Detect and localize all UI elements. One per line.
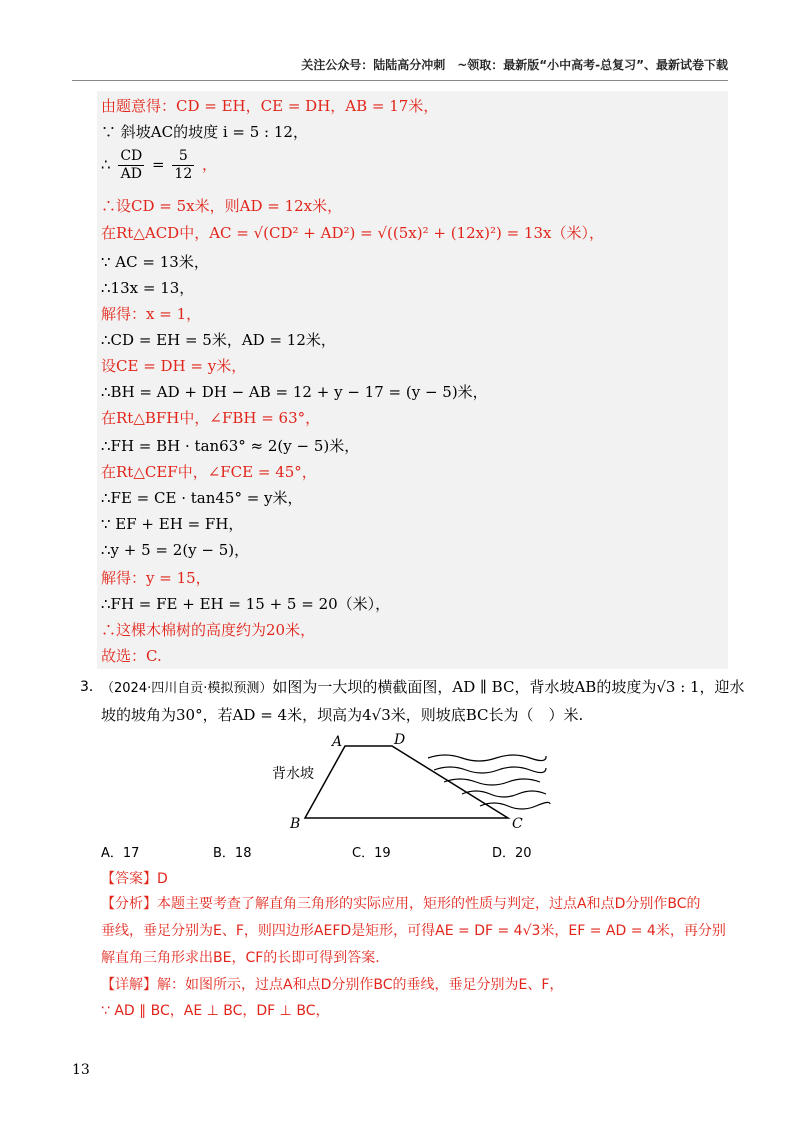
option-d[interactable]: [492, 842, 532, 861]
fraction-suffix: ，: [202, 155, 218, 174]
analysis-line-3: 解直角三角形求出BE，CF的长即可得到答案.: [101, 950, 380, 966]
solution-line-1: 由题意得：CD = EH，CE = DH，AB = 17米，: [101, 97, 439, 115]
detail-tag: 【详解】: [101, 977, 157, 993]
fraction-denominator-2: 12: [174, 166, 193, 182]
solution-line-19: ∴FH = FE + EH = 15 + 5 = 20（米），: [101, 595, 391, 613]
fraction-numerator-2: 5: [172, 148, 194, 166]
question-line-1: [101, 676, 745, 697]
solution-line-6: ∵ AC = 13米，: [101, 253, 209, 271]
solution-line-fraction: [101, 148, 217, 183]
solution-line-8: 解得：x = 1，: [101, 305, 202, 323]
fraction-numerator: CD: [120, 148, 143, 164]
fraction-denominator: AD: [120, 166, 142, 182]
solution-line-9: ∴CD = EH = 5米，AD = 12米，: [101, 331, 336, 349]
solution-line-18: 解得：y = 15，: [101, 569, 211, 587]
option-d-key: D．: [492, 846, 516, 861]
option-c-key: C．: [352, 846, 375, 861]
detail-line-2: ∵ AD ∥ BC，AE ⊥ BC，DF ⊥ BC，: [101, 1003, 330, 1019]
solution-line-21: 故选：C.: [101, 647, 162, 665]
dam-figure: [250, 728, 560, 838]
question-source: （2024·四川自贡·模拟预测）: [101, 681, 273, 696]
detail-text-1: 解：如图所示，过点A和点D分别作BC的垂线，垂足分别为E、F，: [157, 977, 564, 993]
option-b[interactable]: [213, 842, 251, 861]
analysis-tag: 【分析】: [101, 896, 157, 912]
water-wave-1: [428, 755, 546, 761]
solution-line-14: 在Rt△CEF中，∠FCE = 45°，: [101, 463, 317, 481]
page-number: 13: [72, 1062, 90, 1078]
question-line-2: 坡的坡角为30°，若AD = 4米，坝高为4√3米，则坡底BC长为（ ）米.: [101, 706, 584, 724]
solution-line-12: 在Rt△BFH中，∠FBH = 63°，: [101, 409, 321, 427]
water-wave-4: [462, 791, 546, 797]
option-a-key: A．: [101, 846, 123, 861]
solution-line-11: ∴BH = AD + DH − AB = 12 + y − 17 = (y − 5)米，: [101, 383, 488, 401]
answer-value: D: [157, 871, 168, 887]
answer-line: [101, 868, 168, 888]
figure-caption: 背水坡: [272, 766, 314, 782]
page-header: 关注公众号：陆陆高分冲刺 ~领取：最新版“小中高考-总复习”、最新试卷下载: [301, 58, 728, 72]
option-b-key: B．: [213, 846, 235, 861]
vertex-label-a: A: [332, 734, 343, 750]
fraction-cd-ad: [118, 148, 144, 183]
solution-line-16: ∵ EF + EH = FH，: [101, 515, 244, 533]
solution-line-15: ∴FE = CE · tan45° = y米，: [101, 489, 303, 507]
question-number: 3．: [80, 679, 103, 695]
option-b-value: 18: [234, 846, 252, 861]
solution-line-2: ∵ 斜坡AC的坡度 i = 5 : 12，: [101, 123, 308, 141]
water-wave-3: [444, 779, 540, 785]
solution-line-13: ∴FH = BH · tan63° ≈ 2(y − 5)米，: [101, 437, 360, 455]
vertex-label-c: C: [512, 816, 523, 832]
detail-line-1: [101, 974, 563, 994]
option-c[interactable]: [352, 842, 391, 861]
header-divider: [72, 80, 728, 81]
option-a[interactable]: [101, 842, 139, 861]
solution-line-5: 在Rt△ACD中，AC = √(CD² + AD²) = √((5x)² + (12x)²) = 13x（米），: [101, 224, 604, 242]
vertex-label-b: B: [290, 816, 301, 832]
option-a-value: 17: [122, 846, 140, 861]
option-d-value: 20: [515, 846, 532, 861]
fraction-equals: =: [152, 155, 165, 174]
option-c-value: 19: [374, 846, 391, 861]
fraction-5-12: [172, 148, 194, 183]
analysis-line-2: 垂线，垂足分别为E、F，则四边形AEFD是矩形，可得AE = DF = 4√3米，EF = AD = 4米，再分别: [101, 923, 726, 939]
analysis-text-1: 本题主要考查了解直角三角形的实际应用，矩形的性质与判定，过点A和点D分别作BC的: [157, 896, 701, 912]
question-stem-1: 如图为一大坝的横截面图，AD ∥ BC，背水坡AB的坡度为√3 : 1，迎水: [272, 678, 745, 696]
solution-line-10: 设CE = DH = y米，: [101, 357, 247, 375]
solution-line-7: ∴13x = 13，: [101, 279, 195, 297]
vertex-label-d: D: [394, 732, 406, 748]
solution-line-17: ∴y + 5 = 2(y − 5)，: [101, 541, 250, 559]
water-wave-2: [434, 767, 546, 773]
answer-tag: 【答案】: [101, 871, 157, 887]
fraction-prefix: ∴: [101, 155, 111, 174]
analysis-line-1: [101, 893, 701, 913]
solution-line-20: ∴这棵木棉树的高度约为20米，: [101, 621, 316, 639]
solution-line-4: ∴设CD = 5x米，则AD = 12x米，: [101, 197, 343, 215]
